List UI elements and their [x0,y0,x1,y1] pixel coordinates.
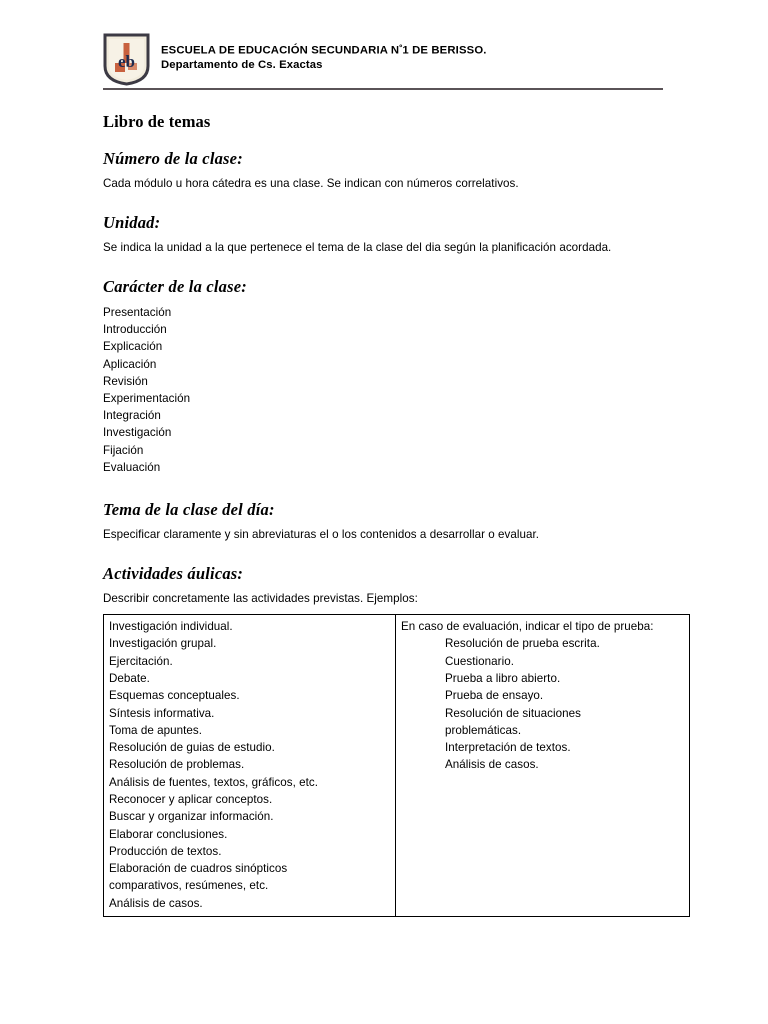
list-item: Análisis de casos. [445,758,539,772]
table-cell-evaluacion [396,615,690,917]
list-item: Debate. [109,671,150,685]
list-item: Cuestionario. [445,654,514,668]
list-item: Prueba a libro abierto. [445,671,561,685]
document-content [103,112,673,917]
list-item: Explicación [103,340,163,354]
list-item: Aplicación [103,357,157,371]
list-item-lead: En caso de evaluación, indicar el tipo de prueba: [401,620,654,634]
list-item: Resolución de problemas. [109,758,245,772]
list-item: Revisión [103,374,148,388]
list-item: Resolución de guias de estudio. [109,741,275,755]
section-body-tema-clase: Especificar claramente y sin abreviaturas el o los contenidos a desarrollar o evaluar. [103,528,540,542]
list-item: Resolución de prueba escrita. [445,637,600,651]
document-header [103,33,663,86]
list-item: Presentación [103,306,172,319]
section-heading-tema-clase: Tema de la clase del día: [103,500,275,520]
school-name [161,40,487,58]
list-item: Reconocer y aplicar conceptos. [109,793,273,806]
list-item: comparativos, resúmenes, etc. [109,879,269,893]
section-heading-unidad: Unidad: [103,213,161,232]
list-item: Ejercitación. [109,654,173,668]
list-item: Análisis de casos. [109,896,203,910]
actividades-table [103,614,690,917]
list-item: Análisis de fuentes, textos, gráficos, etc. [109,775,319,789]
svg-text:eb: eb [118,52,135,71]
header-divider [103,88,663,90]
list-item: Interpretación de textos. [445,741,571,755]
section-body-actividades-aulicas: Describir concretamente las actividades previstas. Ejemplos: [103,592,418,606]
header-title-block [161,33,487,73]
list-item: Experimentación [103,392,191,406]
school-shield-emblem-icon [103,33,150,86]
list-item: Introducción [103,323,167,337]
section-body-unidad: Se indica la unidad a la que pertenece el tema de la clase del dia según la planificación acordada. [103,241,612,254]
list-item: Investigación grupal. [109,637,217,651]
list-item: Esquemas conceptuales. [109,689,240,703]
school-name-part1: ESCUELA DE EDUCACIÓN SECUNDARIA N [161,44,400,57]
list-item: Fijación [103,443,144,457]
department-name: Departamento de Cs. Exactas [161,59,323,72]
section-heading-caracter-clase: Carácter de la clase: [103,277,247,296]
list-item: Elaboración de cuadros sinópticos [109,862,288,876]
list-item: Prueba de ensayo. [445,689,544,703]
section-body-numero-clase: Cada módulo u hora cátedra es una clase. Se indican con números correlativos. [103,177,519,190]
list-item: Evaluación [103,460,161,474]
list-item: Resolución de situaciones [445,706,581,720]
list-item: problemáticas. [445,723,522,737]
list-item: Investigación [103,426,172,440]
list-item: Producción de textos. [109,844,222,858]
list-item: Buscar y organizar información. [109,810,274,824]
actividades-list [109,618,391,912]
list-item: Integración [103,409,161,423]
caracter-clase-list [103,304,673,476]
school-name-part2: 1 DE BERISSO. [402,44,487,57]
section-heading-actividades-aulicas: Actividades áulicas: [103,564,244,584]
list-item: Síntesis informativa. [109,706,215,720]
table-cell-actividades [104,615,396,917]
list-item: Toma de apuntes. [109,723,202,737]
list-item: Investigación individual. [109,620,233,634]
page-title: Libro de temas [103,112,211,131]
section-heading-numero-clase: Número de la clase: [103,149,243,168]
ordinal-indicator: º [399,43,403,52]
table-row [104,615,690,917]
list-item: Elaborar conclusiones. [109,827,228,841]
evaluacion-list [401,618,685,774]
